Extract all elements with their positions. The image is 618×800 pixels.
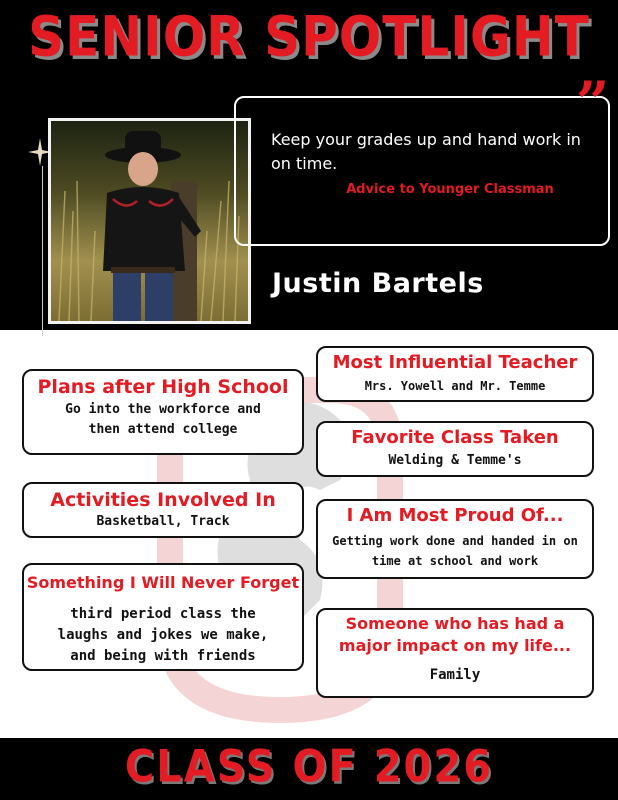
student-name: Justin Bartels: [272, 268, 484, 299]
card-most-proud-of: [316, 499, 594, 579]
card-body: Go into the workforce and then attend college: [65, 402, 261, 437]
quote-text: Keep your grades up and hand work in on time.: [271, 130, 581, 173]
card-body: third period class the laughs and jokes we make, and being with friends: [57, 606, 269, 664]
card-favorite-class: [316, 421, 594, 477]
card-activities: [22, 482, 304, 538]
card-body: Getting work done and handed in on time at school and work: [332, 534, 578, 568]
card-body: Mrs. Yowell and Mr. Temme: [364, 379, 546, 393]
page-title: SENIOR SPOTLIGHT: [28, 5, 590, 69]
card-title: Something I Will Never Forget: [26, 573, 300, 592]
card-body: Basketball, Track: [96, 514, 230, 529]
card-title: Plans after High School: [37, 376, 289, 398]
card-title: Someone who has had a major impact on my life...: [338, 614, 572, 655]
card-body: Welding & Temme's: [388, 453, 522, 468]
student-photo-illustration: [51, 121, 248, 321]
card-body: Family: [429, 667, 481, 683]
card-title: I Am Most Proud Of...: [346, 505, 564, 526]
quote-mark-icon: ”: [576, 69, 610, 137]
student-photo: [48, 118, 251, 324]
card-title: Favorite Class Taken: [351, 427, 559, 448]
card-influential-teacher: [316, 346, 594, 402]
card-plans-after-high-school: [22, 369, 304, 455]
card-never-forget: [22, 563, 304, 671]
card-title: Activities Involved In: [50, 489, 276, 511]
card-title: Most Influential Teacher: [332, 352, 578, 373]
decorative-line: [42, 166, 43, 336]
card-major-impact: [316, 608, 594, 698]
class-of-footer: CLASS OF 2026: [124, 741, 494, 793]
quote-source: Advice to Younger Classman: [346, 182, 554, 197]
